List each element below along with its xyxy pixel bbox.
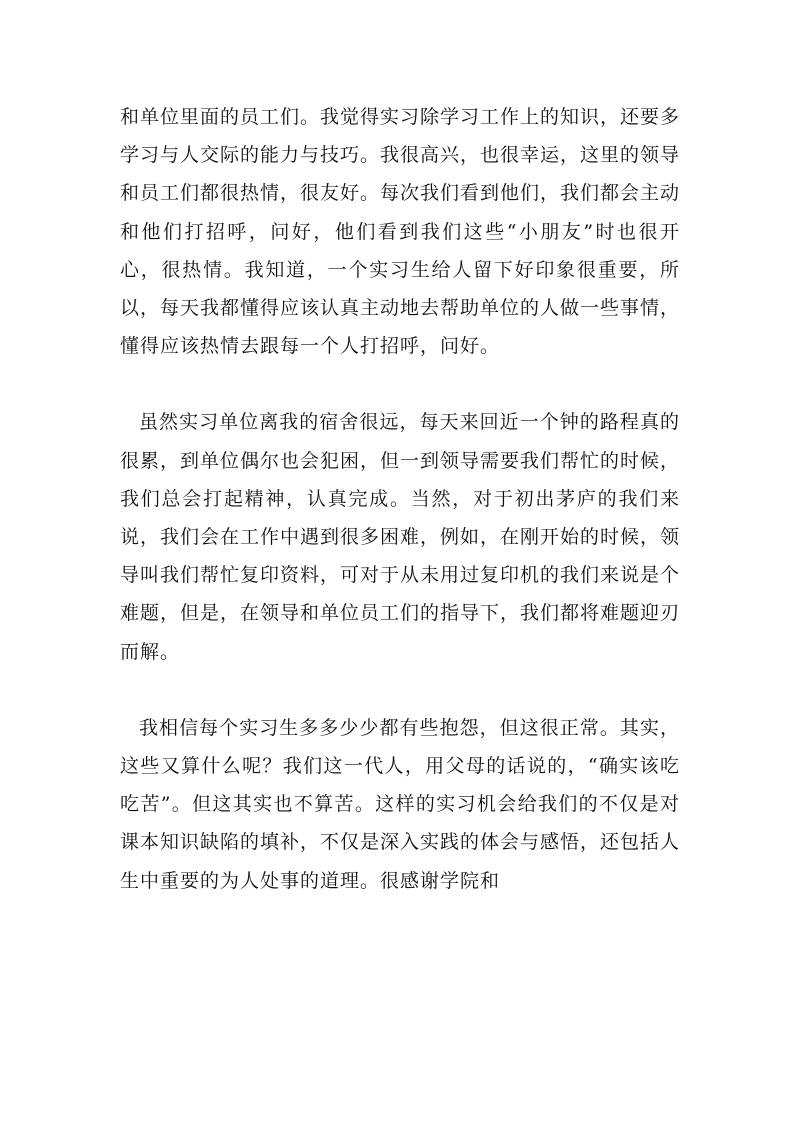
document-body	[120, 98, 680, 900]
paragraph-3: 我相信每个实习生多多少少都有些抱怨，但这很正常。其实，这些又算什么呢？我们这一代人，用父母的话说的，“确实该吃吃苦”。但这其实也不算苦。这样的实习机会给我们的不仅是对课本知识缺陷的填补，不仅是深入实践的体会与感悟，还包括人生中重要的为人处事的道理。很感谢学院和	[120, 716, 681, 892]
paragraph-2: 虽然实习单位离我的宿舍很远，每天来回近一个钟的路程真的很累，到单位偶尔也会犯困，但一到领导需要我们帮忙的时候，我们总会打起精神，认真完成。当然，对于初出茅庐的我们来说，我们会在工作中遇到很多困难，例如，在刚开始的时候，领导叫我们帮忙复印资料，可对于从未用过复印机的我们来说是个难题，但是，在领导和单位员工们的指导下，我们都将难题迎刃而解。	[120, 411, 681, 663]
paragraph-1: 和单位里面的员工们。我觉得实习除学习工作上的知识，还要多学习与人交际的能力与技巧。我很高兴，也很幸运，这里的领导和员工们都很热情，很友好。每次我们看到他们，我们都会主动和他们打招呼，问好，他们看到我们这些“小朋友”时也很开心，很热情。我知道，一个实习生给人留下好印象很重要，所以，每天我都懂得应该认真主动地去帮助单位的人做一些事情，懂得应该热情去跟每一个人打招呼，问好。	[120, 106, 681, 358]
